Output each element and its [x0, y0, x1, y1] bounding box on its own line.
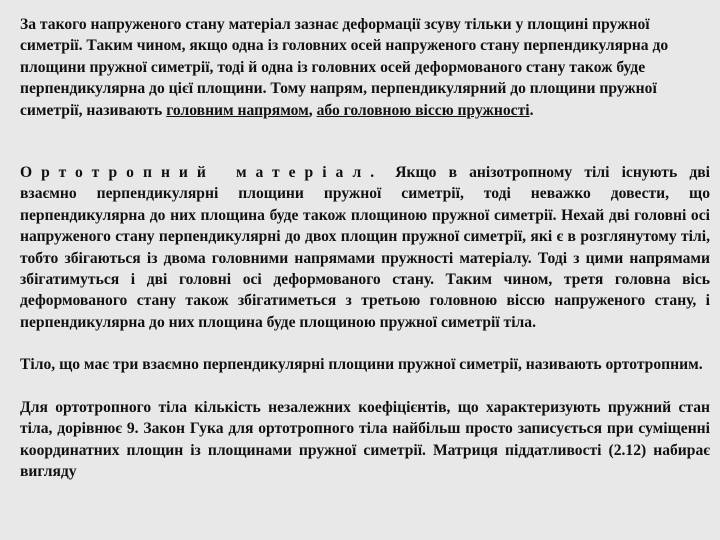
- paragraph-text: Якщо в анізотропному тілі існують дві взаємно перпендикулярні площини пружної симетрії, тоді неважко довести, що перпендикулярна до них площина буде також площиною пружної симетрії. Нехай дві головні осі напруженого стану перпендикулярні до двох площин пружної симетрії, які є в розглянутому тілі, тобто збігаються із двома головними напрямами пружності матеріалу. Тоді з цими напрямами збігатимуться і дві головні осі деформованого стану. Таким чином, третя головна вісь деформованого стану також збігатиметься з третьою головною віссю напруженого стану, і перпендикулярна до них площина буде площиною пружної симетрії тіла.: [20, 164, 710, 331]
- term-principal-direction: головним напрямом: [166, 101, 309, 119]
- paragraph-separator: ,: [308, 101, 317, 119]
- paragraph-text: Для ортотропного тіла кількість незалежних коефіцієнтів, що характеризують пружний стан тіла, дорівнює 9. Закон Гука для ортотропного тіла найбільш просто записується при суміщенні координатних площин із площинами пружної симетрії. Матриця піддатливості (2.12) набирає вигляду: [20, 399, 710, 481]
- section-heading-orthotropic: Ортотропний матеріал.: [20, 164, 384, 181]
- paragraph-principal-direction: [20, 14, 710, 121]
- paragraph-text: Тіло, що має три взаємно перпендикулярні площини пружної симетрії, називають ортотропним.: [20, 356, 703, 373]
- paragraph-orthotropic-definition: [20, 354, 710, 375]
- paragraph-end: .: [529, 101, 534, 119]
- paragraph-text: За такого напруженого стану матеріал зазнає деформації зсуву тільки у площині пружної симетрії. Таким чином, якщо одна із головних осей напруженого стану перпендикулярна до площини пружної симетрії, тоді й одна із головних осей деформованого стану також буде перпендикулярна до цієї площини. Тому напрям, перпендикулярний до площини пружної симетрії, називають: [20, 16, 669, 119]
- term-principal-elastic-axis: або головною віссю пружності: [316, 101, 530, 119]
- paragraph-hooke-law: [20, 397, 710, 483]
- paragraph-orthotropic-material: [20, 162, 710, 333]
